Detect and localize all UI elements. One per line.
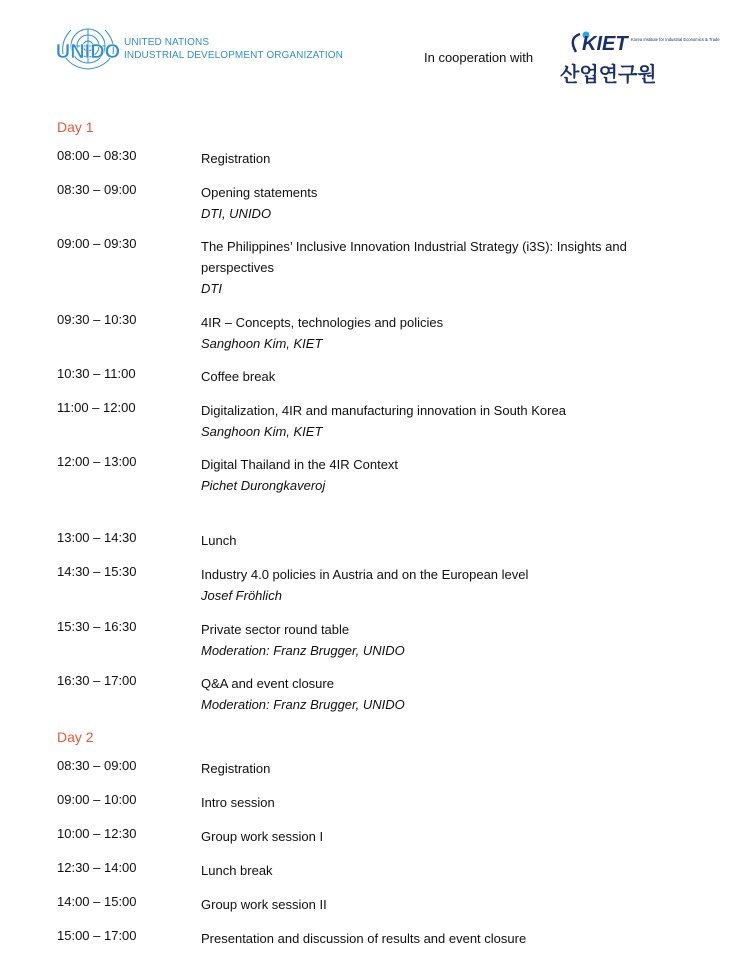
session-title: Presentation and discussion of results and event closure	[201, 931, 527, 946]
session-time: 09:30 – 10:30	[57, 312, 137, 327]
session-time: 10:30 – 11:00	[57, 366, 136, 381]
session-time: 09:00 – 10:00	[57, 792, 137, 807]
session-title: Intro session	[201, 795, 275, 810]
session-speaker: Pichet Durongkaveroj	[201, 478, 326, 493]
session-title: Industry 4.0 policies in Austria and on the European level	[201, 567, 529, 582]
session-title: Private sector round table	[201, 622, 350, 637]
kiet-subtitle: Korea Institute for Industrial Economics & Trade	[631, 37, 720, 42]
svg-text:KIET: KIET	[582, 33, 628, 55]
session-time: 12:00 – 13:00	[57, 454, 137, 469]
session-speaker: Sanghoon Kim, KIET	[201, 424, 323, 439]
session-title: The Philippines’ Inclusive Innovation Industrial Strategy (i3S): Insights and perspectives	[201, 239, 627, 275]
session-title: Lunch	[201, 533, 237, 548]
session-time: 08:00 – 08:30	[57, 148, 137, 163]
session-title: Opening statements	[201, 185, 318, 200]
org-name-line2: INDUSTRIAL DEVELOPMENT ORGANIZATION	[124, 50, 343, 61]
session-title: Coffee break	[201, 369, 276, 384]
session-speaker: Josef Fröhlich	[201, 588, 282, 603]
session-title: Group work session II	[201, 897, 327, 912]
session-title: Lunch break	[201, 863, 273, 878]
svg-text:UNIDO: UNIDO	[55, 41, 121, 63]
day-1-heading: Day 1	[57, 119, 94, 135]
session-time: 15:30 – 16:30	[57, 619, 137, 634]
session-title: Q&A and event closure	[201, 676, 334, 691]
session-time: 11:00 – 12:00	[57, 400, 136, 415]
day-2-heading: Day 2	[57, 729, 94, 745]
session-title: Digitalization, 4IR and manufacturing innovation in South Korea	[201, 403, 566, 418]
org-name	[124, 36, 343, 62]
unido-logo	[57, 24, 119, 74]
session-time: 08:30 – 09:00	[57, 758, 137, 773]
session-speaker: DTI, UNIDO	[201, 206, 272, 221]
session-time: 13:00 – 14:30	[57, 530, 137, 545]
session-title: Registration	[201, 761, 271, 776]
session-time: 08:30 – 09:00	[57, 182, 137, 197]
session-speaker: Sanghoon Kim, KIET	[201, 336, 323, 351]
session-title: 4IR – Concepts, technologies and policies	[201, 315, 444, 330]
session-time: 16:30 – 17:00	[57, 673, 137, 688]
session-time: 12:30 – 14:00	[57, 860, 137, 875]
session-time: 14:30 – 15:30	[57, 564, 137, 579]
page-header	[0, 0, 746, 110]
session-title: Registration	[201, 151, 271, 166]
cooperation-label: In cooperation with	[424, 50, 534, 65]
session-title: Digital Thailand in the 4IR Context	[201, 457, 399, 472]
kiet-logo	[556, 26, 720, 88]
org-name-line1: UNITED NATIONS	[124, 37, 210, 48]
session-speaker: Moderation: Franz Brugger, UNIDO	[201, 643, 405, 658]
svg-text:산업연구원: 산업연구원	[560, 62, 657, 86]
session-speaker: Moderation: Franz Brugger, UNIDO	[201, 697, 405, 712]
session-time: 09:00 – 09:30	[57, 236, 137, 251]
session-title: Group work session I	[201, 829, 324, 844]
session-speaker: DTI	[201, 281, 222, 296]
session-time: 10:00 – 12:30	[57, 826, 137, 841]
session-time: 15:00 – 17:00	[57, 928, 137, 943]
session-time: 14:00 – 15:00	[57, 894, 137, 909]
